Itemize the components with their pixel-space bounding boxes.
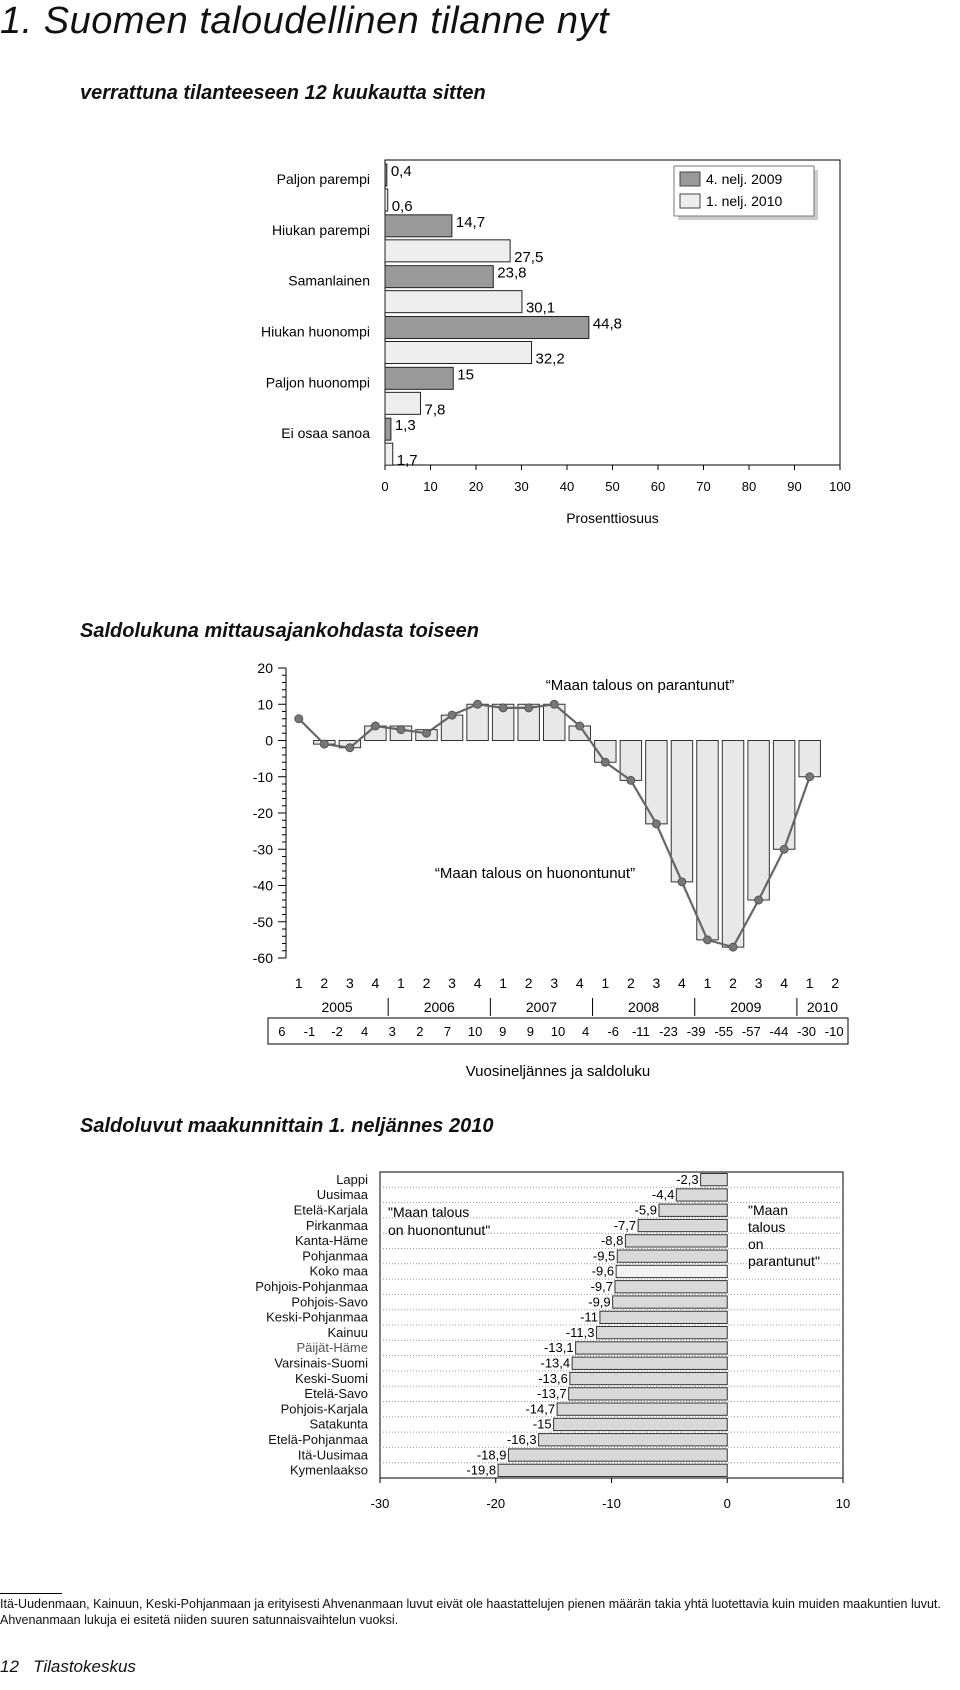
line-point (576, 722, 584, 730)
data-label: 15 (457, 366, 474, 384)
bar (638, 1219, 727, 1231)
bar (659, 1204, 727, 1216)
legend-label: 1. nelj. 2010 (706, 193, 783, 209)
line-point (423, 729, 431, 737)
annotation-positive: parantunut" (748, 1253, 820, 1269)
legend-swatch (680, 194, 700, 208)
data-label: -13,6 (538, 1370, 568, 1386)
region-label: Keski-Pohjanmaa (266, 1309, 368, 1325)
year-label: 2008 (628, 999, 660, 1015)
page-footer (0, 1657, 136, 1677)
x-tick-label: -10 (602, 1496, 621, 1511)
x-tick-label: 60 (650, 479, 666, 494)
saldo-value-label: 9 (526, 1024, 534, 1039)
saldo-value-label: -23 (659, 1024, 678, 1039)
data-label: -8,8 (600, 1233, 624, 1249)
region-label: Lappi (336, 1171, 368, 1187)
data-label: -16,3 (506, 1432, 537, 1448)
quarter-label: 2 (422, 975, 431, 991)
region-label: Pohjois-Karjala (280, 1401, 368, 1417)
quarter-label: 3 (448, 975, 456, 991)
data-label: 7,8 (424, 401, 446, 419)
bar (572, 1357, 727, 1369)
bar (616, 1265, 727, 1277)
bar (799, 741, 820, 777)
data-label: -19,8 (466, 1462, 497, 1478)
saldo-value-label: -57 (741, 1024, 761, 1039)
bar (617, 1250, 727, 1262)
bar (554, 1418, 728, 1430)
y-tick-label: -10 (252, 768, 273, 785)
saldo-value-label: -39 (686, 1024, 706, 1039)
quarter-label: 3 (345, 975, 354, 991)
bar (385, 266, 493, 288)
line-point (295, 715, 303, 723)
bar (385, 240, 510, 262)
y-tick-label: 20 (257, 660, 273, 676)
bar (385, 443, 393, 465)
region-label: Koko maa (309, 1263, 368, 1279)
data-label: -7,7 (613, 1217, 637, 1233)
line-point (550, 700, 558, 708)
year-label: 2010 (806, 999, 839, 1015)
y-tick-label: -20 (252, 805, 273, 821)
data-label: 23,8 (497, 264, 527, 282)
saldo-value-label: 6 (278, 1024, 286, 1039)
category-label: Paljon parempi (276, 171, 370, 187)
data-label: 14,7 (455, 213, 486, 231)
y-tick-label: -40 (252, 877, 273, 894)
quarter-label: 1 (703, 975, 712, 991)
region-label: Kainuu (327, 1324, 368, 1340)
x-tick-label: 0 (723, 1496, 731, 1511)
year-label: 2005 (321, 999, 353, 1015)
saldo-value-label: -11 (631, 1024, 650, 1039)
chart1-title: verrattuna tilanteeseen 12 kuukautta sitten (80, 82, 486, 104)
chart2-title: Saldolukuna mittausajankohdasta toiseen (80, 620, 479, 642)
bar (385, 392, 420, 414)
data-label: 1,7 (396, 452, 418, 470)
bar (385, 189, 388, 211)
quarter-label: 3 (550, 975, 559, 991)
quarter-label: 1 (397, 975, 405, 991)
annotation-positive: "Maan (748, 1202, 788, 1218)
quarter-label: 3 (754, 975, 763, 991)
data-label: -13,4 (540, 1355, 571, 1371)
line-point (601, 758, 609, 766)
region-label: Uusimaa (316, 1187, 368, 1203)
bar (385, 367, 453, 389)
region-label: Pohjanmaa (302, 1248, 368, 1264)
bar (576, 1342, 728, 1354)
data-label: -13,1 (543, 1340, 574, 1356)
quarter-label: 4 (473, 975, 482, 991)
y-tick-label: 0 (265, 732, 273, 749)
region-label: Pohjois-Savo (291, 1294, 368, 1310)
data-label: 44,8 (592, 315, 623, 333)
bar (569, 1388, 728, 1400)
bar (615, 1281, 727, 1293)
annotation-positive: on (748, 1236, 764, 1252)
x-tick-label: 0 (381, 479, 389, 494)
saldo-value-label: 4 (361, 1024, 369, 1039)
bar (570, 1372, 727, 1384)
line-point (806, 773, 814, 781)
data-label: -4,4 (651, 1187, 675, 1203)
x-tick-label: 10 (835, 1496, 851, 1511)
bar (596, 1327, 727, 1339)
quarter-label: 2 (729, 975, 737, 991)
region-label: Itä-Uusimaa (297, 1447, 368, 1463)
saldo-value-label: 4 (582, 1024, 590, 1039)
x-tick-label: 20 (468, 479, 484, 494)
region-label: Etelä-Pohjanmaa (268, 1432, 368, 1448)
data-label: -11,3 (565, 1324, 595, 1340)
bar (748, 741, 769, 901)
saldo-value-label: 7 (443, 1024, 452, 1039)
footnote-line-2: Ahvenanmaan lukuja ei esitetä niiden suuren satunnaisvaihtelun vuoksi. (0, 1613, 399, 1627)
category-label: Hiukan parempi (271, 221, 370, 238)
x-tick-label: 10 (423, 479, 438, 494)
line-point (448, 711, 456, 719)
publisher-name: Tilastokeskus (33, 1657, 136, 1676)
region-label: Päijät-Häme (296, 1340, 368, 1356)
data-label: -13,7 (537, 1386, 567, 1402)
line-point (474, 700, 482, 708)
quarter-label: 3 (652, 975, 661, 991)
balance-figure-chart (0, 650, 960, 1080)
annotation-negative: "Maan talous (388, 1204, 470, 1220)
bar (385, 215, 452, 237)
footnote (0, 1596, 960, 1628)
data-label: -18,9 (476, 1447, 507, 1463)
data-label: -9,5 (592, 1248, 616, 1264)
bar (508, 1449, 727, 1461)
chart3-title: Saldoluvut maakunnittain 1. neljännes 2010 (80, 1115, 494, 1137)
y-tick-label: -60 (252, 950, 273, 966)
data-label: 32,2 (535, 350, 565, 368)
data-label: -2,3 (676, 1171, 699, 1187)
x-tick-label: -30 (370, 1496, 390, 1511)
saldo-value-label: -10 (824, 1024, 844, 1039)
region-label: Kymenlaakso (289, 1462, 368, 1478)
data-label: -9,6 (591, 1263, 615, 1279)
line-point (320, 740, 328, 748)
data-label: -9,9 (588, 1294, 611, 1310)
saldo-value-label: 2 (416, 1024, 424, 1039)
bar (498, 1464, 727, 1476)
y-tick-label: -50 (252, 913, 273, 930)
quarter-label: 4 (780, 975, 789, 991)
saldo-value-label: -44 (769, 1024, 789, 1039)
bar (773, 741, 794, 850)
footnote-rule (0, 1593, 62, 1594)
x-axis-label: Vuosineljännes ja saldoluku (465, 1063, 651, 1080)
x-tick-label: 80 (741, 479, 757, 494)
line-point (499, 704, 507, 712)
distribution-bar-chart (0, 150, 960, 550)
region-label: Pirkanmaa (305, 1217, 368, 1233)
data-label: 1,3 (394, 417, 416, 435)
quarter-label: 2 (524, 975, 533, 991)
legend-label: 4. nelj. 2009 (706, 171, 783, 187)
year-label: 2006 (423, 999, 455, 1015)
line-point (371, 722, 379, 730)
region-label: Varsinais-Suomi (274, 1355, 368, 1371)
line-point (704, 936, 712, 944)
quarter-label: 1 (499, 975, 508, 991)
year-label: 2007 (525, 999, 558, 1015)
data-label: -9,7 (590, 1279, 613, 1295)
saldo-value-label: -55 (714, 1024, 734, 1039)
data-label: 30,1 (525, 299, 556, 317)
annotation-positive: talous (748, 1219, 786, 1235)
bar (385, 291, 522, 313)
quarter-label: 2 (320, 975, 329, 991)
annotation-negative: “Maan talous on huonontunut” (434, 865, 636, 882)
bar (539, 1434, 728, 1446)
saldo-value-label: -6 (607, 1024, 620, 1039)
line-point (525, 704, 533, 712)
x-axis-label: Prosenttiosuus (566, 510, 659, 526)
data-label: 0,6 (391, 198, 413, 215)
data-label: -11 (580, 1309, 598, 1325)
line-point (678, 878, 686, 886)
region-label: Pohjois-Pohjanmaa (255, 1279, 368, 1295)
saldo-value-label: 10 (550, 1024, 566, 1039)
category-label: Paljon huonompi (265, 374, 370, 391)
quarter-label: 4 (678, 975, 686, 991)
bar (557, 1403, 727, 1415)
quarter-label: 2 (626, 975, 635, 991)
quarter-label: 4 (575, 975, 584, 991)
bar (385, 317, 589, 339)
y-tick-label: -30 (252, 841, 273, 858)
line-point (780, 845, 788, 853)
x-tick-label: 40 (559, 479, 575, 494)
footnote-line-1: Itä-Uudenmaan, Kainuun, Keski-Pohjanmaan ja erityisesti Ahvenanmaan luvut eivät ole haastattelujen pienen määrän takia yhtä luotettavia kuin muiden maakuntien luvut. (0, 1597, 941, 1611)
annotation-positive: “Maan talous on parantunut” (545, 677, 735, 694)
region-label: Etelä-Savo (304, 1386, 368, 1402)
saldo-value-label: -30 (797, 1024, 816, 1039)
bar (625, 1235, 727, 1247)
category-label: Samanlainen (288, 272, 370, 289)
quarter-label: 1 (601, 975, 610, 991)
region-label: Satakunta (309, 1416, 368, 1432)
region-label: Keski-Suomi (295, 1370, 368, 1386)
bar (701, 1174, 728, 1186)
quarter-label: 2 (831, 975, 840, 991)
saldo-value-label: 3 (388, 1024, 396, 1039)
data-label: -14,7 (525, 1401, 556, 1417)
data-label: -15 (532, 1416, 552, 1432)
bar (385, 164, 387, 186)
y-tick-label: 10 (257, 696, 273, 713)
bar (671, 741, 692, 882)
saldo-value-label: -2 (331, 1024, 343, 1039)
x-tick-label: 30 (514, 479, 529, 494)
quarter-label: 4 (371, 975, 380, 991)
x-tick-label: 90 (787, 479, 802, 494)
line-point (397, 726, 405, 734)
line-point (346, 744, 354, 752)
x-tick-label: 100 (829, 479, 851, 494)
data-label: 27,5 (514, 248, 544, 266)
category-label: Hiukan huonompi (261, 323, 370, 340)
x-tick-label: 70 (696, 479, 711, 494)
bar (722, 741, 743, 948)
region-label: Kanta-Häme (295, 1233, 368, 1249)
data-label: 0,4 (390, 163, 412, 180)
line-point (652, 820, 660, 828)
page-heading: 1. Suomen taloudellinen tilanne nyt (0, 0, 610, 42)
bar (676, 1189, 727, 1201)
line-point (729, 943, 737, 951)
quarter-label: 1 (805, 975, 814, 991)
line-point (755, 896, 763, 904)
annotation-negative: on huonontunut" (388, 1222, 491, 1238)
x-tick-label: -20 (486, 1496, 506, 1511)
bar (600, 1311, 727, 1323)
bar (385, 418, 391, 440)
data-label: -5,9 (634, 1202, 657, 1218)
regional-balance-chart (0, 1160, 960, 1520)
year-label: 2009 (730, 999, 762, 1015)
saldo-value-label: 9 (499, 1024, 507, 1039)
line-point (627, 776, 635, 784)
saldo-value-label: 10 (467, 1024, 483, 1039)
category-label: Ei osaa sanoa (281, 425, 370, 442)
region-label: Etelä-Karjala (293, 1202, 368, 1218)
legend-swatch (680, 172, 700, 186)
page-number: 12 (0, 1657, 19, 1676)
saldo-value-label: -1 (303, 1024, 316, 1039)
bar (467, 704, 488, 740)
x-tick-label: 50 (605, 479, 620, 494)
bar (385, 342, 532, 364)
bar (613, 1296, 728, 1308)
quarter-label: 1 (294, 975, 303, 991)
bar (697, 741, 718, 940)
